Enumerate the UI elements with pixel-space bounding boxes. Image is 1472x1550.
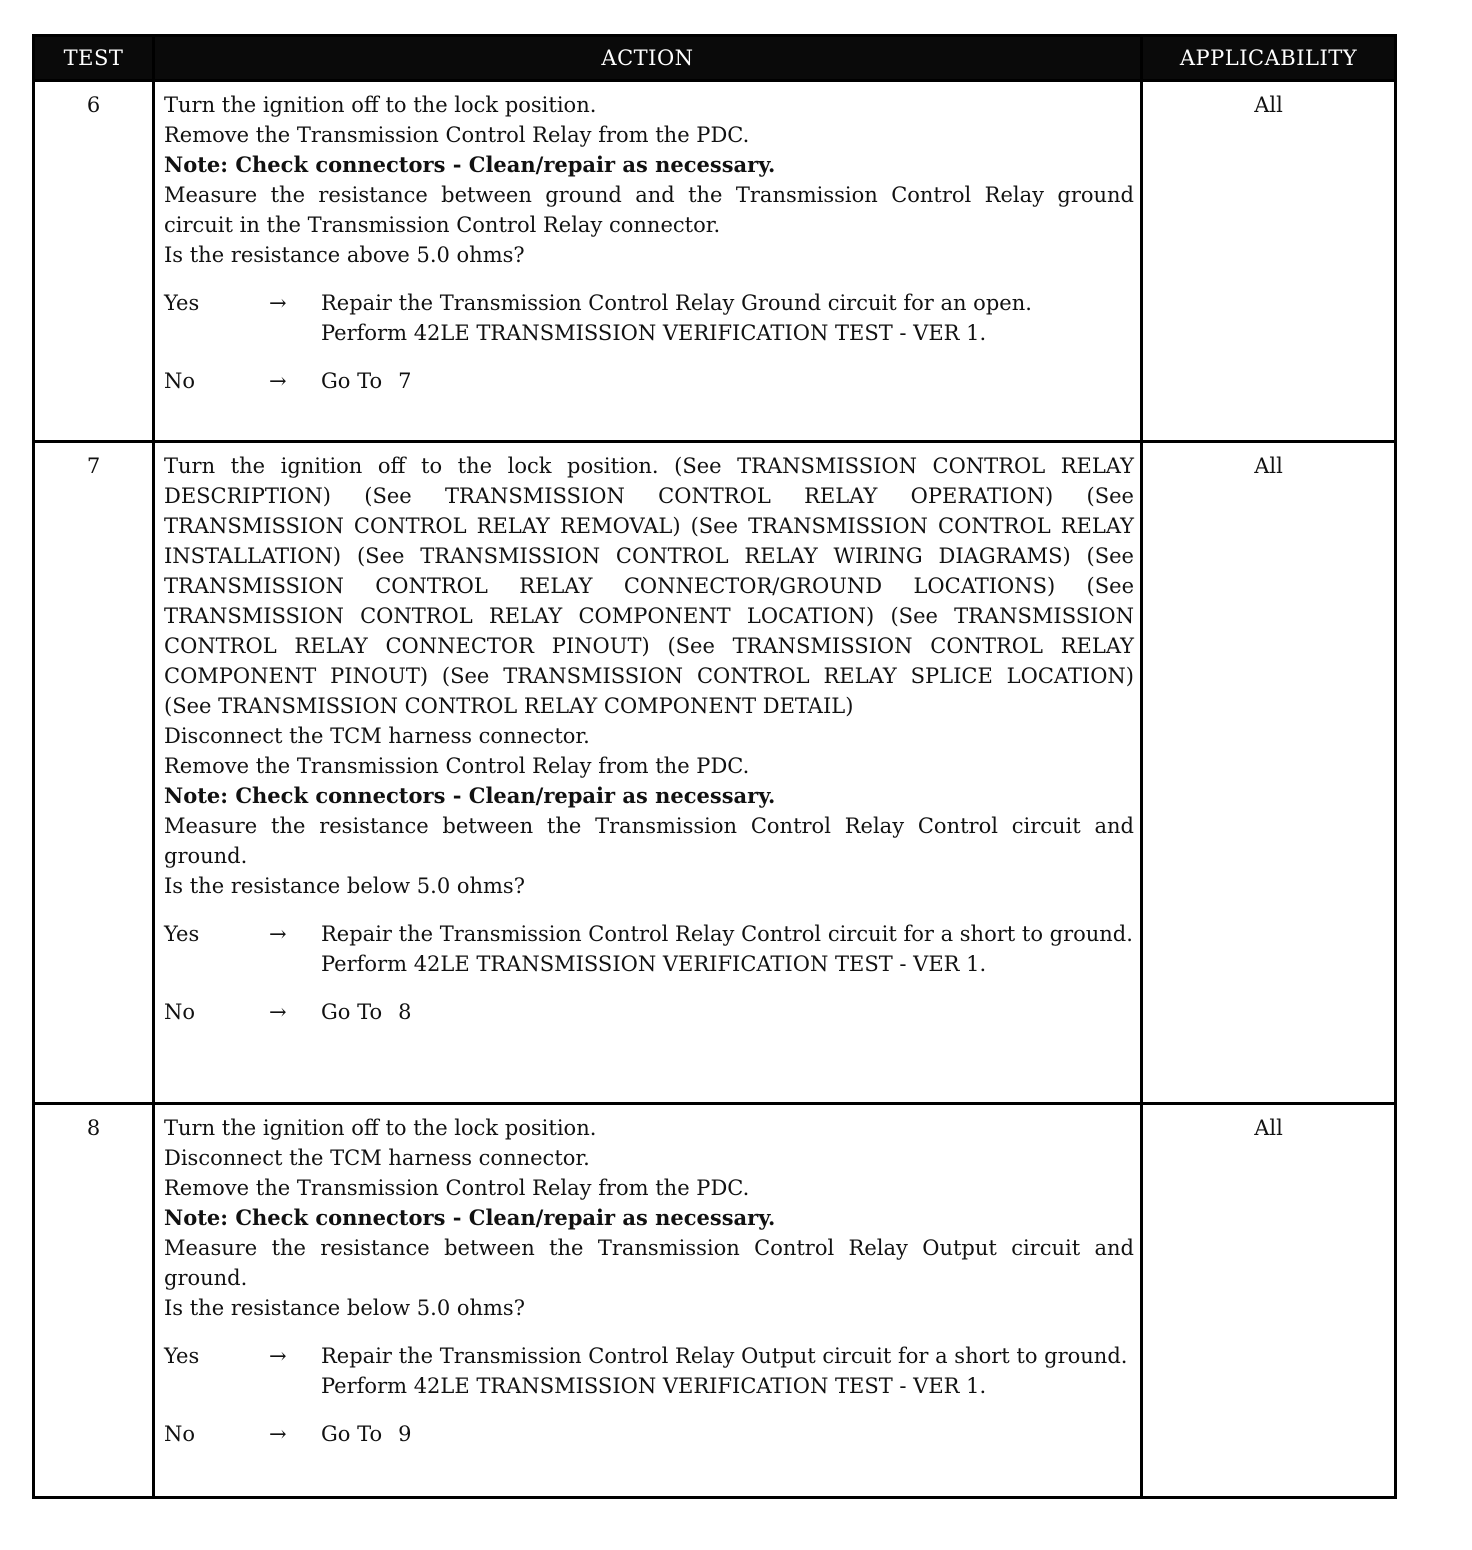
test-row-8 bbox=[34, 1104, 1396, 1498]
yes-result-text: Repair the Transmission Control Relay Output circuit for a short to ground. bbox=[321, 1344, 1128, 1368]
arrow-right-icon: → bbox=[269, 1000, 287, 1024]
test-applicability: All bbox=[1142, 81, 1396, 442]
goto-label: Go To bbox=[321, 1000, 383, 1024]
action-step: Remove the Transmission Control Relay from the PDC. bbox=[164, 1176, 750, 1200]
yes-perform-text: Perform 42LE TRANSMISSION VERIFICATION TEST - VER 1. bbox=[321, 321, 987, 345]
test-number: 6 bbox=[34, 81, 154, 442]
action-see-references: Turn the ignition off to the lock position. (See TRANSMISSION CONTROL RELAY DESCRIPTION) (See TRANSMISSION CONTROL RELAY OPERATION) (See TRANSMISSION CONTROL RELAY REMOVAL) (See TRANSMISSION CONTROL RELAY INSTALLATION) (See TRANSMISSION CONTROL RELAY WIRING DIAGRAMS) (See TRANSMISSION CONTROL RELAY CONNECTOR/GROUND LOCATIONS) (See TRANSMISSION CONTROL RELAY COMPONENT LOCATION) (See TRANSMISSION CONTROL RELAY CONNECTOR PINOUT) (See TRANSMISSION CONTROL RELAY COMPONENT PINOUT) (See TRANSMISSION CONTROL RELAY SPLICE LOCATION) (See TRANSMISSION CONTROL RELAY COMPONENT DETAIL) bbox=[164, 454, 1134, 718]
arrow-right-icon: → bbox=[269, 1344, 287, 1368]
action-step: Disconnect the TCM harness connector. bbox=[164, 1146, 590, 1170]
action-question: Is the resistance below 5.0 ohms? bbox=[164, 874, 525, 898]
goto-label: Go To bbox=[321, 1422, 383, 1446]
yes-result bbox=[321, 288, 1134, 348]
yes-result-text: Repair the Transmission Control Relay Control circuit for a short to ground. bbox=[321, 922, 1133, 946]
test-action bbox=[154, 81, 1142, 442]
arrow-right-icon: → bbox=[269, 369, 287, 393]
action-step: Turn the ignition off to the lock position. bbox=[164, 93, 597, 117]
test-applicability: All bbox=[1142, 1104, 1396, 1498]
yes-perform-text: Perform 42LE TRANSMISSION VERIFICATION TEST - VER 1. bbox=[321, 1374, 987, 1398]
action-note: Note: Check connectors - Clean/repair as necessary. bbox=[164, 152, 776, 177]
action-note: Note: Check connectors - Clean/repair as necessary. bbox=[164, 783, 776, 808]
no-outcome bbox=[164, 366, 1134, 396]
goto-target: 8 bbox=[398, 1000, 412, 1024]
header-row bbox=[34, 36, 1396, 81]
yes-label: Yes bbox=[164, 922, 200, 946]
arrow-right-icon: → bbox=[269, 1422, 287, 1446]
goto-target: 9 bbox=[398, 1422, 412, 1446]
yes-outcome bbox=[164, 1341, 1134, 1401]
action-step: Turn the ignition off to the lock position. bbox=[164, 1116, 597, 1140]
test-action bbox=[154, 442, 1142, 1104]
yes-label: Yes bbox=[164, 291, 200, 315]
diagnostic-test-table bbox=[32, 34, 1397, 1499]
goto-instruction bbox=[321, 1419, 1134, 1449]
arrow-right-icon: → bbox=[269, 291, 287, 315]
action-note: Note: Check connectors - Clean/repair as necessary. bbox=[164, 1205, 776, 1230]
action-question: Is the resistance below 5.0 ohms? bbox=[164, 1296, 525, 1320]
yes-result-text: Repair the Transmission Control Relay Ground circuit for an open. bbox=[321, 291, 1032, 315]
yes-result bbox=[321, 919, 1134, 979]
action-step: Remove the Transmission Control Relay from the PDC. bbox=[164, 754, 750, 778]
action-step: Remove the Transmission Control Relay from the PDC. bbox=[164, 123, 750, 147]
action-measure: Measure the resistance between the Transmission Control Relay Output circuit and ground. bbox=[164, 1236, 1134, 1290]
test-applicability: All bbox=[1142, 442, 1396, 1104]
goto-instruction bbox=[321, 366, 1134, 396]
action-measure: Measure the resistance between the Transmission Control Relay Control circuit and ground. bbox=[164, 814, 1134, 868]
header-test: TEST bbox=[34, 36, 154, 81]
action-measure: Measure the resistance between ground and the Transmission Control Relay ground circuit in the Transmission Control Relay connector. bbox=[164, 183, 1134, 237]
no-label: No bbox=[164, 369, 196, 393]
test-number: 8 bbox=[34, 1104, 154, 1498]
test-row-7 bbox=[34, 442, 1396, 1104]
yes-perform-text: Perform 42LE TRANSMISSION VERIFICATION TEST - VER 1. bbox=[321, 952, 987, 976]
test-row-6 bbox=[34, 81, 1396, 442]
yes-result bbox=[321, 1341, 1134, 1401]
test-action bbox=[154, 1104, 1142, 1498]
action-question: Is the resistance above 5.0 ohms? bbox=[164, 243, 525, 267]
arrow-right-icon: → bbox=[269, 922, 287, 946]
yes-label: Yes bbox=[164, 1344, 200, 1368]
header-action: ACTION bbox=[154, 36, 1142, 81]
goto-label: Go To bbox=[321, 369, 383, 393]
no-outcome bbox=[164, 997, 1134, 1027]
no-outcome bbox=[164, 1419, 1134, 1449]
test-number: 7 bbox=[34, 442, 154, 1104]
no-label: No bbox=[164, 1000, 196, 1024]
goto-target: 7 bbox=[398, 369, 412, 393]
yes-outcome bbox=[164, 919, 1134, 979]
action-step: Disconnect the TCM harness connector. bbox=[164, 724, 590, 748]
goto-instruction bbox=[321, 997, 1134, 1027]
yes-outcome bbox=[164, 288, 1134, 348]
header-applicability: APPLICABILITY bbox=[1142, 36, 1396, 81]
no-label: No bbox=[164, 1422, 196, 1446]
